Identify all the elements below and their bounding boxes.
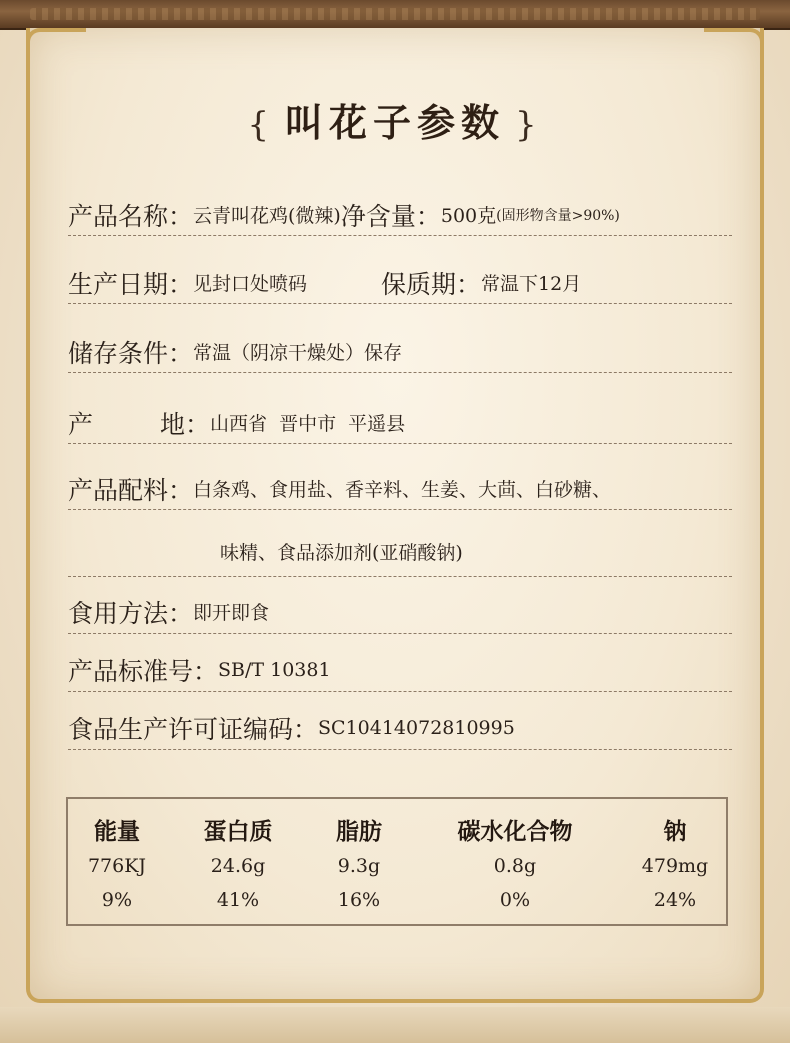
page-title <box>0 92 790 147</box>
nutrition-percent: 41% <box>216 889 260 911</box>
param-row-origin <box>68 402 732 444</box>
param-value-origin: 山西省 晋中市 平遥县 <box>210 413 406 435</box>
param-label-shelf: 保质期： <box>381 269 482 299</box>
parchment-corner-right <box>704 28 764 68</box>
nutrition-col-energy <box>68 799 166 928</box>
param-label-origin-2: 地： <box>160 409 211 439</box>
param-value-ingredients-line1: 白条鸡、食用盐、香辛料、生姜、大茴、白砂糖、 <box>193 479 612 501</box>
param-label-usage: 食用方法： <box>68 598 194 628</box>
param-label-ingredients: 产品配料： <box>68 475 194 505</box>
nutrition-value: 0.8g <box>493 855 537 877</box>
param-value-license: SC10414072810995 <box>318 716 515 739</box>
nutrition-header: 蛋白质 <box>203 818 273 845</box>
nutrition-value: 24.6g <box>210 855 266 877</box>
nutrition-percent: 24% <box>653 889 697 911</box>
param-value-net: 500克 <box>440 205 497 227</box>
nutrition-table <box>66 797 728 926</box>
nutrition-header: 脂肪 <box>336 818 382 845</box>
param-row-storage <box>68 331 732 373</box>
param-label-name: 产品名称： <box>68 201 194 231</box>
title-text: 叫花子参数 <box>284 100 505 145</box>
param-label-origin-1: 产 <box>68 409 94 439</box>
param-row-name <box>68 194 732 236</box>
nutrition-value: 479mg <box>641 855 709 877</box>
nutrition-header: 碳水化合物 <box>457 818 573 845</box>
param-value-shelf: 常温下12月 <box>481 273 582 295</box>
nutrition-percent: 9% <box>101 889 133 911</box>
param-label-net: 净含量： <box>340 201 441 231</box>
nutrition-header: 钠 <box>663 818 687 845</box>
param-row-usage <box>68 590 732 634</box>
nutrition-percent: 0% <box>499 889 531 911</box>
param-row-ingredients-cont <box>68 526 732 577</box>
nutrition-col-sodium <box>620 799 730 928</box>
param-label-standard: 产品标准号： <box>68 656 219 686</box>
title-brace-left: { <box>247 105 275 145</box>
parchment-corner-left <box>26 28 86 68</box>
title-brace-right: } <box>515 105 543 145</box>
nutrition-col-protein <box>178 799 298 928</box>
nutrition-col-fat <box>316 799 402 928</box>
param-row-ingredients <box>68 468 732 510</box>
nutrition-header: 能量 <box>94 818 140 845</box>
nutrition-value: 9.3g <box>337 855 381 877</box>
param-label-date: 生产日期： <box>68 269 194 299</box>
param-value-standard: SB/T 10381 <box>218 658 331 681</box>
scroll-bottom-edge <box>0 1007 790 1043</box>
nutrition-value: 776KJ <box>87 855 147 877</box>
param-row-date <box>68 262 732 304</box>
param-value-name: 云青叫花鸡(微辣) <box>193 205 341 227</box>
param-label-license: 食品生产许可证编码： <box>68 714 319 744</box>
param-value-date: 见封口处喷码 <box>193 273 308 295</box>
nutrition-percent: 16% <box>337 889 381 911</box>
param-label-storage: 储存条件： <box>68 338 194 368</box>
param-value-ingredients-line2: 味精、食品添加剂(亚硝酸钠) <box>220 541 463 564</box>
nutrition-col-carbs <box>430 799 600 928</box>
scroll-rod-top <box>0 0 790 30</box>
param-value-usage: 即开即食 <box>193 602 270 624</box>
param-row-license <box>68 706 732 750</box>
param-value-storage: 常温（阴凉干燥处）保存 <box>193 342 403 364</box>
param-note-net: (固形物含量>90%) <box>496 207 620 224</box>
param-row-standard <box>68 648 732 692</box>
